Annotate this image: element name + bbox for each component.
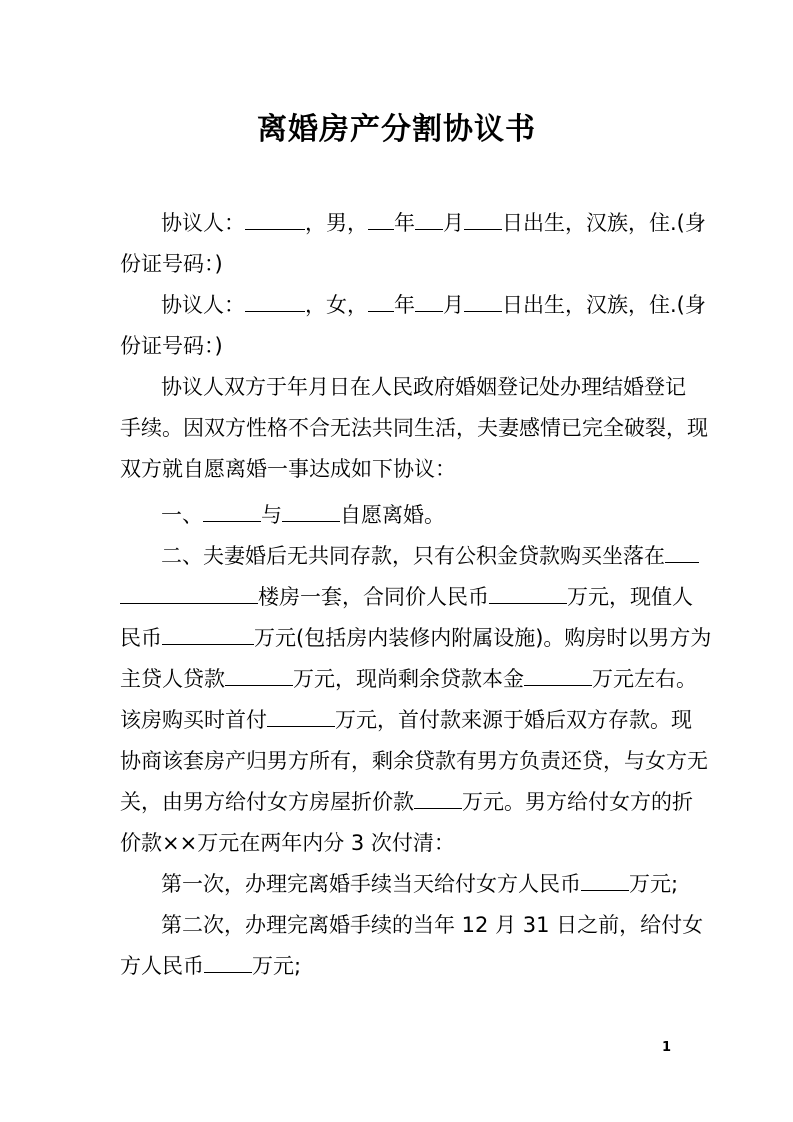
blank-field [245,290,305,312]
party-female-line: 协议人： ，女， 年 月 日出生，汉族，住.(身 [161,290,706,320]
paragraph-line: 关，由男方给付女方房屋折价款 万元。男方给付女方的折 [120,787,693,817]
paragraph-line: 价款××万元在两年内分 3 次付清： [120,831,455,855]
blank-field [162,623,254,645]
blank-field [524,664,592,686]
paragraph-line: 协商该套房产归男方所有，剩余贷款有男方负责还贷，与女方无 [120,749,708,773]
party-male-line: 协议人： ，男， 年 月 日出生，汉族，住.(身 [161,208,706,238]
blank-field [665,541,699,563]
blank-field [581,869,629,891]
blank-field [415,290,443,312]
blank-field [245,208,305,230]
blank-field [414,787,462,809]
blank-field [464,208,502,230]
paragraph-line: 该房购买时首付 万元，首付款来源于婚后双方存款。现 [120,705,692,735]
blank-field [225,664,293,686]
blank-field [368,290,394,312]
paragraph-line: 双方就自愿离婚一事达成如下协议： [120,457,456,481]
payment-one-line: 第一次，办理完离婚手续当天给付女方人民币 万元; [161,869,678,899]
blank-field [204,951,252,973]
blank-field [120,582,258,604]
page-number: 1 [662,1040,672,1055]
blank-field [368,208,394,230]
blank-field [415,208,443,230]
paragraph-line: 协议人双方于年月日在人民政府婚姻登记处办理结婚登记 [161,375,686,399]
paragraph-line: 份证号码：) [120,334,223,358]
blank-field [464,290,502,312]
document-title: 离婚房产分割协议书 [257,112,536,147]
paragraph-line: 民币 万元(包括房内装修内附属设施)。购房时以男方为 [120,623,711,653]
blank-field [489,582,567,604]
clause-two-line: 二、夫妻婚后无共同存款，只有公积金贷款购买坐落在 [161,541,699,571]
blank-field [203,500,261,522]
paragraph-line: 份证号码：) [120,252,223,276]
payment-two-line: 第二次，办理完离婚手续的当年 12 月 31 日之前，给付女 [161,913,704,937]
paragraph-line: 主贷人贷款 万元，现尚剩余贷款本金 万元左右。 [120,664,697,694]
paragraph-line: 手续。因双方性格不合无法共同生活，夫妻感情已完全破裂，现 [120,416,708,440]
clause-one-line: 一、 与 自愿离婚。 [161,500,445,530]
paragraph-line: 楼房一套，合同价人民币 万元，现值人 [120,582,693,612]
blank-field [282,500,340,522]
paragraph-line: 方人民币 万元; [120,951,301,981]
blank-field [267,705,335,727]
